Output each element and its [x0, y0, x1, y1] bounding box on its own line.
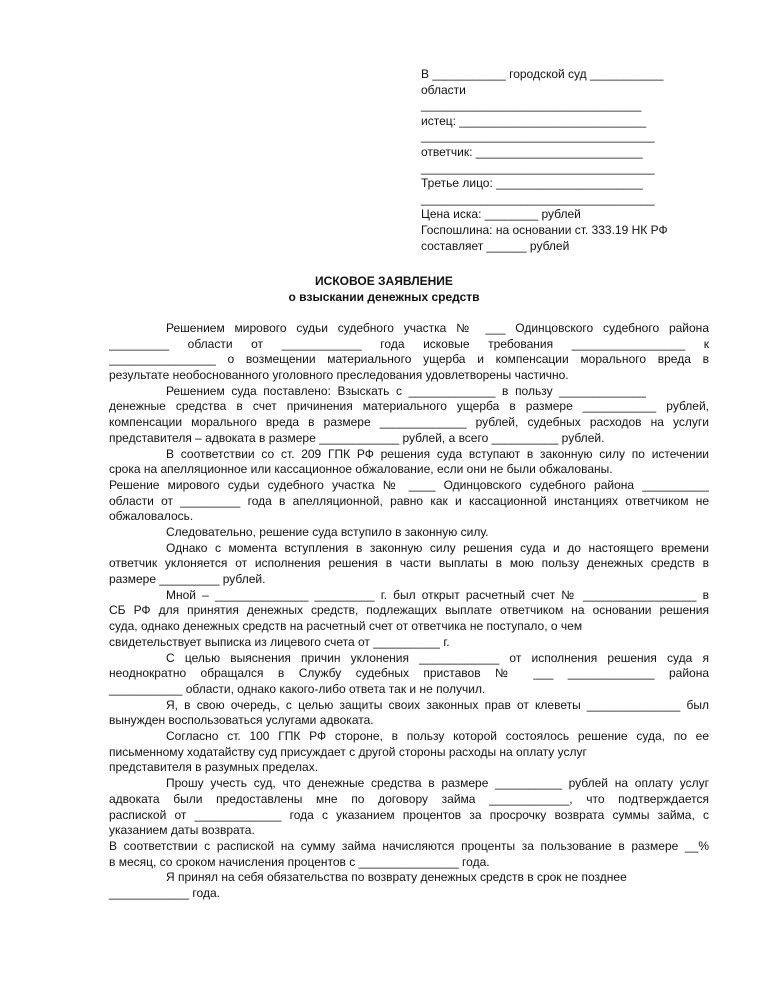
body-line: Я, в свою очередь, с целью защиты своих законных прав от клеветы ______________ был [166, 697, 709, 712]
header-blank-line: ___________________________________ [421, 160, 655, 175]
body-line: ________________ о возмещении материального ущерба и компенсации морального вреда в [109, 352, 709, 367]
body-line: результате необоснованного уголовного преследования удовлетворены частично. [109, 368, 569, 383]
body-line: письменному ходатайству суд присуждает с другой стороны расходы на оплату услуг [109, 744, 587, 759]
body-line: вынужден воспользоваться услугами адвоката. [109, 713, 374, 728]
body-line: Следовательно, решение суда вступило в законную силу. [166, 525, 489, 539]
body-line: указанием даты возврата. [109, 823, 255, 838]
body-line: компенсации морального вреда в размере _____________ рублей, судебных расходов на услуги [109, 415, 709, 430]
header-court-line: В ___________ городской суд ___________ [421, 67, 664, 81]
body-line: _________ области от ____________ года исковые требования _________________ к [109, 336, 709, 351]
body-line: представителя – адвоката в размере ____________ рублей, а всего __________ рублей. [109, 430, 605, 445]
body-line: В соответствии со ст. 209 ГПК РФ решения суда вступают в законную силу по истечении [166, 446, 709, 461]
header-defendant-line: ответчик: _________________________ [421, 144, 643, 159]
body-line: представителя в разумных пределах. [109, 760, 319, 775]
body-line: Решением суда поставлено: Взыскать с _____________ в пользу _____________ [166, 383, 646, 398]
header-duty-amount-line: составляет ______ рублей [421, 238, 570, 253]
body-line: ответчик уклоняется от исполнения решения в части выплаты в мою пользу денежных средств в [109, 556, 709, 571]
body-line: адвоката были предоставлены мне по договору займа ____________, что подтверждается [109, 791, 709, 806]
document-subtitle: о взыскании денежных средств [288, 290, 480, 304]
body-line: С целью выяснения причин уклонения ____________ от исполнения решения суда я [166, 650, 709, 665]
body-line: Прошу учесть суд, что денежные средства в размере __________ рублей на оплату услуг [166, 776, 709, 791]
header-blank-line: _________________________________ [421, 98, 642, 113]
body-line: суда, однако денежных средств на расчетный счет от ответчика не поступало, о чем [109, 619, 583, 634]
header-claim-price-line: Цена иска: ________ рублей [421, 207, 581, 222]
document-title: ИСКОВОЕ ЗАЯВЛЕНИЕ [315, 274, 453, 288]
body-line: СБ РФ для принятия денежных средств, подлежащих выплате ответчиком на основании решения [109, 603, 709, 618]
body-line: денежные средства в счет причинения материального ущерба в размере ___________ рублей, [109, 399, 709, 414]
body-line: свидетельствует выписка из лицевого счета от __________ г. [109, 634, 450, 649]
body-line: в месяц, со сроком начисления процентов с _______________ года. [109, 854, 490, 869]
body-line: В соответствии с распиской на сумму займа начисляются проценты за пользование в размере __% [109, 838, 709, 853]
body-line: Решение мирового судьи судебного участка № ____ Одинцовского судебного района __________ [109, 477, 709, 492]
header-blank-line: ___________________________________ [421, 129, 655, 144]
body-line: Согласно ст. 100 ГПК РФ стороне, в пользу которой состоялось решение суда, по ее [166, 729, 709, 744]
body-line: Однако с момента вступления в законную силу решения суда и до настоящего времени [166, 540, 709, 555]
body-line: области от _________ года в апелляционной, равно как и кассационной инстанциях ответчиком не [109, 493, 709, 508]
body-line: Мной – ______________ _________ г. был открыт расчетный счет № _________________ в [166, 587, 709, 602]
body-line: размере _________ рублей. [109, 572, 266, 587]
body-line: распиской от _____________ года с указанием процентов за просрочку возврата суммы займа, с [109, 807, 709, 822]
addressee-header [421, 67, 721, 254]
body-line: Я принял на себя обязательства по возврату денежных средств в срок не позднее [166, 870, 627, 885]
body-line: срока на апелляционное или кассационное обжалование, если они не были обжалованы. [109, 462, 613, 477]
header-duty-line: Госпошлина: на основании ст. 333.19 НК РФ [421, 222, 668, 237]
body-line: неоднократно обращался в Службу судебных приставов № ___ _____________ района [109, 666, 709, 681]
body-line: ____________ года. [109, 885, 220, 900]
header-blank-line: ___________________________________ [421, 191, 655, 206]
header-plaintiff-line: истец: ____________________________ [421, 113, 647, 128]
header-region-line: области [421, 82, 466, 97]
body-line: обжаловалось. [109, 509, 194, 524]
document-body [109, 321, 709, 902]
body-line: Решением мирового судьи судебного участка № ___ Одинцовского судебного района [166, 321, 709, 335]
header-third-party-line: Третье лицо: ______________________ [421, 176, 643, 191]
body-line: ___________ области, однако какого-либо ответа так и не получил. [109, 681, 486, 696]
